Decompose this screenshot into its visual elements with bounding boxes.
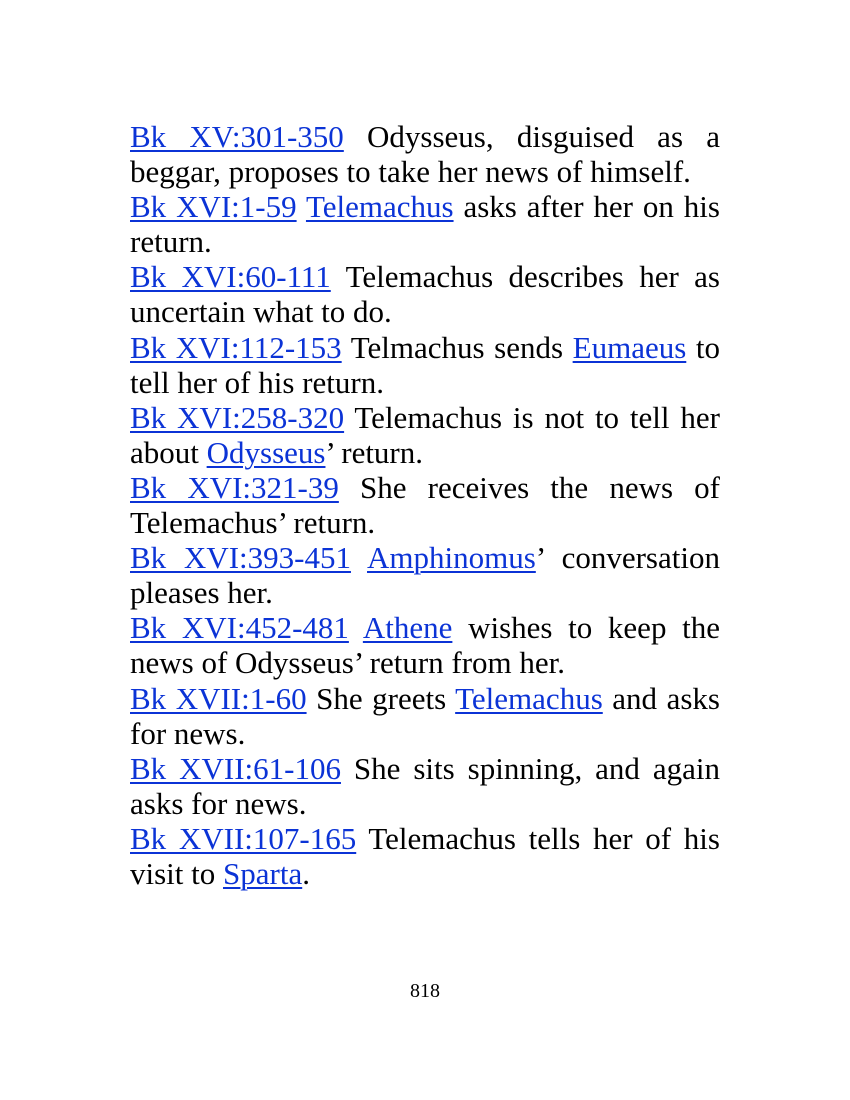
reference-link[interactable]: Bk XVII:107-165 [130, 820, 357, 856]
entry-text: wishes to keep the news of Odysseus’ return from her. [130, 610, 720, 681]
entry-text: Telmachus sends [341, 329, 573, 365]
reference-link[interactable]: Bk XVI:452-481 [130, 610, 349, 646]
entry-text: and asks for news. [130, 680, 720, 751]
entry-text: to tell her of his return. [130, 329, 720, 400]
reference-link[interactable]: Bk XVI:112-153 [130, 329, 342, 365]
entry-text: Odysseus, disguised as a beggar, proposes to take her news of himself. [130, 119, 720, 190]
list-item [130, 751, 720, 821]
reference-link[interactable]: Bk XVII:1-60 [130, 680, 307, 716]
name-link[interactable]: Odysseus [206, 434, 326, 470]
list-item [130, 681, 720, 751]
reference-link[interactable]: Bk XVI:1-59 [130, 189, 297, 225]
list-item [130, 189, 720, 259]
entry-text: asks after her on his return. [130, 189, 720, 260]
list-item [130, 119, 720, 189]
entry-text: ’ return. [325, 434, 424, 470]
entry-text: Telemachus tells her of his visit to [130, 820, 720, 891]
entry-text: . [302, 855, 310, 891]
entry-text [351, 540, 367, 575]
page-number: 818 [410, 980, 440, 1002]
entry-text: ’ conversation pleases her. [130, 540, 720, 611]
entry-text: She sits spinning, and again asks for news. [130, 750, 720, 821]
list-item [130, 470, 720, 540]
list-item [130, 259, 720, 329]
entry-text: She receives the news of Telemachus’ return. [130, 469, 720, 541]
entry-text: Telemachus is not to tell her about [130, 399, 720, 470]
entry-text [349, 610, 363, 645]
entry-list [130, 119, 720, 891]
name-link[interactable]: Eumaeus [572, 329, 687, 365]
reference-link[interactable]: Bk XVI:258-320 [130, 399, 345, 435]
entry-text: Telemachus describes her as uncertain what to do. [130, 259, 720, 330]
reference-link[interactable]: Bk XVI:321-39 [130, 469, 339, 505]
name-link[interactable]: Amphinomus [367, 540, 536, 576]
entry-text [297, 189, 306, 224]
reference-link[interactable]: Bk XVII:61-106 [130, 750, 341, 786]
name-link[interactable]: Telemachus [305, 189, 454, 225]
list-item [130, 610, 720, 680]
name-link[interactable]: Athene [362, 610, 453, 646]
reference-link[interactable]: Bk XV:301-350 [130, 119, 344, 154]
name-link[interactable]: Telemachus [455, 680, 603, 716]
list-item [130, 821, 720, 891]
name-link[interactable]: Sparta [223, 855, 303, 891]
reference-link[interactable]: Bk XVI:393-451 [130, 540, 351, 576]
list-item [130, 400, 720, 470]
list-item [130, 540, 720, 610]
reference-link[interactable]: Bk XVI:60-111 [130, 259, 331, 295]
entry-text: She greets [306, 680, 456, 716]
list-item [130, 330, 720, 400]
